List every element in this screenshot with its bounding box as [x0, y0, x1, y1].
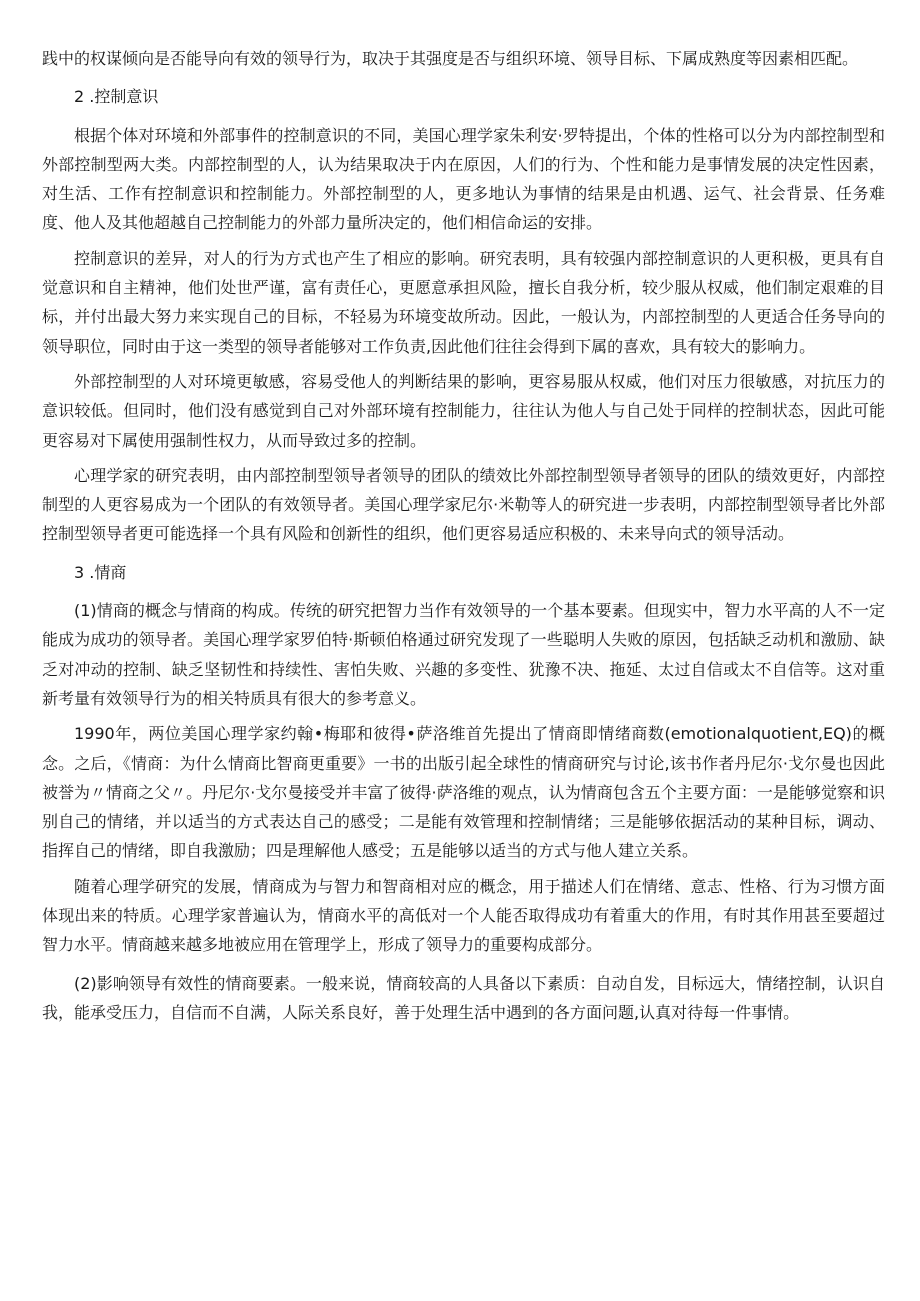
section-heading-eq: 3 .情商: [74, 562, 127, 582]
paragraph-rotter-theory: 根据个体对环境和外部事件的控制意识的不同，美国心理学家朱利安·罗特提出，个体的性格可以分为内部控制型和外部控制型两大类。内部控制型的人，认为结果取决于内在原因，人们的行为、个性和能力是事情发展的决定性因素，对生活、工作有控制意识和控制能力。外部控制型的人，更多地认为事情的结果是由机遇、运气、社会背景、任务难度、他人及其他超越自己控制能力的外部力量所决定的，他们相信命运的安排。: [42, 125, 885, 233]
paragraph-eq-development: 随着心理学研究的发展，情商成为与智力和智商相对应的概念，用于描述人们在情绪、意志、性格、行为习惯方面体现出来的特质。心理学家普遍认为，情商水平的高低对一个人能否取得成功有着重大的作用，有时其作用甚至要超过智力水平。情商越来越多地被应用在管理学上，形成了领导力的重要构成部分。: [42, 876, 885, 955]
paragraph-control-research: 心理学家的研究表明，由内部控制型领导者领导的团队的绩效比外部控制型领导者领导的团队的绩效更好，内部控制型的人更容易成为一个团队的有效领导者。美国心理学家尼尔·米勒等人的研究进一步表明，内部控制型领导者比外部控制型领导者更可能选择一个具有风险和创新性的组织，他们更容易适应积极的、未来导向式的领导活动。: [42, 465, 885, 544]
paragraph-eq-factors: (2)影响领导有效性的情商要素。一般来说，情商较高的人具备以下素质：自动自发，目标远大，情绪控制，认识自我，能承受压力，自信而不自满，人际关系良好，善于处理生活中遇到的各方面问题,认真对待每一件事情。: [42, 973, 885, 1022]
paragraph-external-control: 外部控制型的人对环境更敏感，容易受他人的判断结果的影响，更容易服从权威，他们对压力很敏感，对抗压力的意识较低。但同时，他们没有感觉到自己对外部环境有控制能力，往往认为他人与自己处于同样的控制状态，因此可能更容易对下属使用强制性权力，从而导致过多的控制。: [42, 371, 885, 450]
paragraph-eq-concept: (1)情商的概念与情商的构成。传统的研究把智力当作有效领导的一个基本要素。但现实中，智力水平高的人不一定能成为成功的领导者。美国心理学家罗伯特·斯顿伯格通过研究发现了一些聪明人失败的原因，包括缺乏动机和激励、缺乏对冲动的控制、缺乏坚韧性和持续性、害怕失败、兴趣的多变性、犹豫不决、拖延、太过自信或太不自信等。这对重新考量有效领导行为的相关特质具有很大的参考意义。: [42, 601, 885, 708]
document-body: [42, 44, 885, 1027]
paragraph-continuation: 践中的权谋倾向是否能导向有效的领导行为，取决于其强度是否与组织环境、领导目标、下属成熟度等因素相匹配。: [42, 49, 859, 68]
paragraph-eq-history: 1990年，两位美国心理学家约翰•梅耶和彼得•萨洛维首先提出了情商即情绪商数(emotionalquotient,EQ)的概念。之后，《情商：为什么情商比智商更重要》一书的出版引起全球性的情商研究与讨论,该书作者丹尼尔·戈尔曼也因此被誉为〃情商之父〃。丹尼尔·戈尔曼接受并丰富了彼得·萨洛维的观点，认为情商包含五个主要方面：一是能够觉察和识别自己的情绪，并以适当的方式表达自己的感受；二是能有效管理和控制情绪；三是能够依据活动的某种目标，调动、指挥自己的情绪，即自我激励；四是理解他人感受；五是能够以适当的方式与他人建立关系。: [42, 724, 885, 861]
paragraph-internal-control: 控制意识的差异，对人的行为方式也产生了相应的影响。研究表明，具有较强内部控制意识的人更积极，更具有自觉意识和自主精神，他们处世严谨，富有责任心，更愿意承担风险，擅长自我分析，较少服从权威，他们制定艰难的目标，并付出最大努力来实现自己的目标，不轻易为环境变故所动。因此，一般认为，内部控制型的人更适合任务导向的领导职位，同时由于这一类型的领导者能够对工作负责,因此他们往往会得到下属的喜欢，具有较大的影响力。: [42, 248, 885, 356]
section-heading-control-awareness: 2 .控制意识: [74, 87, 159, 107]
